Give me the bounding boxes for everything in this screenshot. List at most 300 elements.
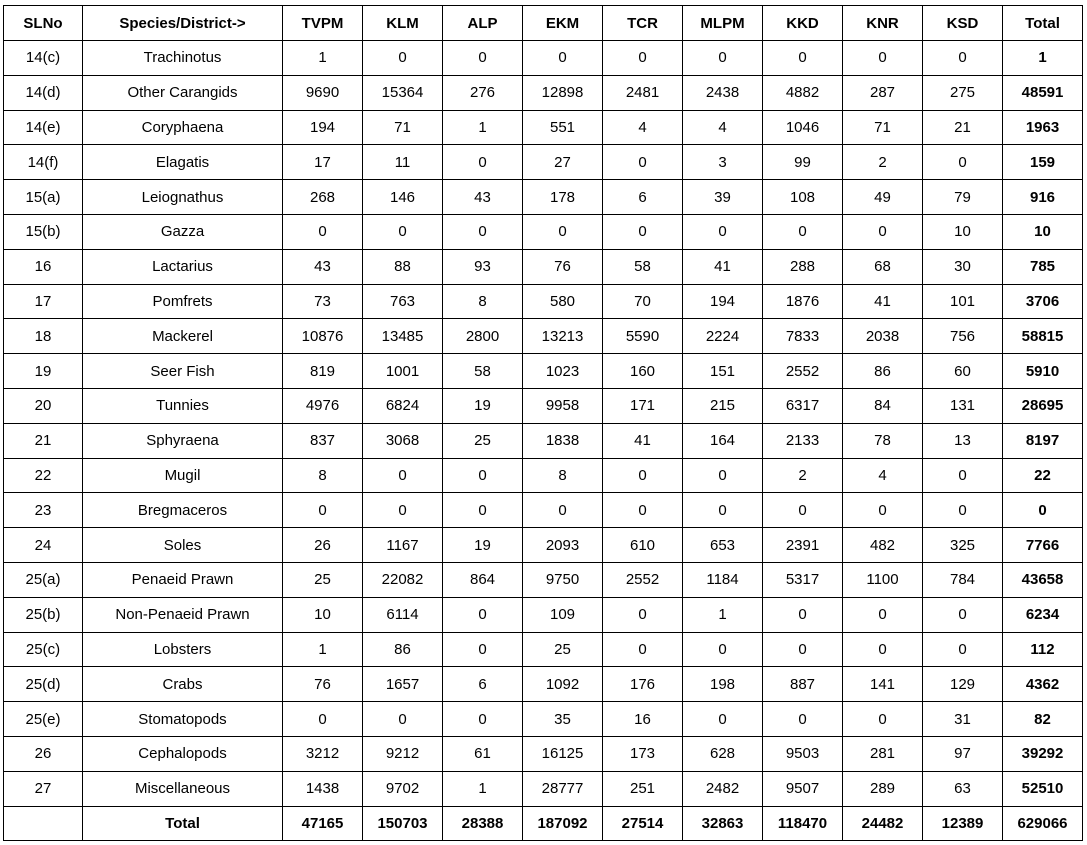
cell-ekm: 9750 (523, 562, 603, 597)
cell-species: Pomfrets (83, 284, 283, 319)
header-cell-knr: KNR (843, 6, 923, 41)
cell-klm: 88 (363, 249, 443, 284)
cell-alp: 0 (443, 702, 523, 737)
cell-tcr: 171 (603, 388, 683, 423)
cell-species: Mackerel (83, 319, 283, 354)
cell-tvpm: 9690 (283, 75, 363, 110)
cell-klm: 763 (363, 284, 443, 319)
header-cell-alp: ALP (443, 6, 523, 41)
cell-klm: 0 (363, 702, 443, 737)
cell-slno: 24 (4, 528, 83, 563)
cell-tvpm: 1 (283, 41, 363, 76)
cell-ekm: 76 (523, 249, 603, 284)
cell-kkd: 887 (763, 667, 843, 702)
cell-kkd: 0 (763, 41, 843, 76)
header-cell-tcr: TCR (603, 6, 683, 41)
cell-total: 5910 (1003, 354, 1083, 389)
cell-kkd: 0 (763, 214, 843, 249)
cell-mlpm: 41 (683, 249, 763, 284)
cell-tvpm: 0 (283, 214, 363, 249)
cell-alp: 43 (443, 180, 523, 215)
cell-ekm: 1023 (523, 354, 603, 389)
cell-tvpm: 1 (283, 632, 363, 667)
cell-slno: 23 (4, 493, 83, 528)
cell-ksd: 784 (923, 562, 1003, 597)
cell-mlpm: 0 (683, 458, 763, 493)
cell-kkd: 0 (763, 493, 843, 528)
cell-total: 7766 (1003, 528, 1083, 563)
cell-kkd: 2 (763, 458, 843, 493)
cell-alp: 276 (443, 75, 523, 110)
cell-ksd: 0 (923, 632, 1003, 667)
cell-mlpm: 2482 (683, 771, 763, 806)
cell-ksd: 63 (923, 771, 1003, 806)
cell-kkd: 0 (763, 702, 843, 737)
cell-knr: 141 (843, 667, 923, 702)
cell-kkd: 288 (763, 249, 843, 284)
cell-mlpm: 0 (683, 41, 763, 76)
cell-tcr: 160 (603, 354, 683, 389)
table-row (4, 423, 1083, 458)
cell-ekm: 109 (523, 597, 603, 632)
cell-mlpm: 4 (683, 110, 763, 145)
cell-species: Soles (83, 528, 283, 563)
cell-alp: 25 (443, 423, 523, 458)
cell-tvpm: 76 (283, 667, 363, 702)
total-cell-tvpm: 47165 (283, 806, 363, 841)
cell-tvpm: 3212 (283, 736, 363, 771)
cell-tvpm: 837 (283, 423, 363, 458)
cell-alp: 0 (443, 458, 523, 493)
cell-alp: 0 (443, 214, 523, 249)
cell-tcr: 41 (603, 423, 683, 458)
cell-knr: 0 (843, 214, 923, 249)
cell-tcr: 16 (603, 702, 683, 737)
cell-alp: 1 (443, 110, 523, 145)
cell-slno: 25(e) (4, 702, 83, 737)
header-cell-klm: KLM (363, 6, 443, 41)
cell-tcr: 70 (603, 284, 683, 319)
cell-alp: 8 (443, 284, 523, 319)
table-row (4, 41, 1083, 76)
cell-total: 82 (1003, 702, 1083, 737)
cell-total: 6234 (1003, 597, 1083, 632)
cell-tvpm: 0 (283, 702, 363, 737)
cell-total: 3706 (1003, 284, 1083, 319)
table-row (4, 458, 1083, 493)
cell-species: Bregmaceros (83, 493, 283, 528)
cell-ekm: 16125 (523, 736, 603, 771)
cell-klm: 6824 (363, 388, 443, 423)
cell-klm: 11 (363, 145, 443, 180)
cell-klm: 0 (363, 493, 443, 528)
total-cell-tcr: 27514 (603, 806, 683, 841)
cell-tcr: 176 (603, 667, 683, 702)
cell-tvpm: 25 (283, 562, 363, 597)
cell-kkd: 108 (763, 180, 843, 215)
cell-knr: 1100 (843, 562, 923, 597)
cell-ksd: 0 (923, 493, 1003, 528)
total-cell-slno (4, 806, 83, 841)
cell-total: 58815 (1003, 319, 1083, 354)
table-row (4, 110, 1083, 145)
cell-knr: 0 (843, 702, 923, 737)
cell-mlpm: 0 (683, 493, 763, 528)
cell-species: Gazza (83, 214, 283, 249)
table-row (4, 702, 1083, 737)
header-cell-ekm: EKM (523, 6, 603, 41)
total-cell-species: Total (83, 806, 283, 841)
cell-ksd: 131 (923, 388, 1003, 423)
table-row (4, 319, 1083, 354)
cell-species: Non-Penaeid Prawn (83, 597, 283, 632)
cell-ekm: 1092 (523, 667, 603, 702)
cell-klm: 13485 (363, 319, 443, 354)
cell-knr: 2 (843, 145, 923, 180)
cell-kkd: 2552 (763, 354, 843, 389)
cell-ksd: 0 (923, 597, 1003, 632)
cell-kkd: 2391 (763, 528, 843, 563)
cell-total: 112 (1003, 632, 1083, 667)
cell-ekm: 28777 (523, 771, 603, 806)
cell-klm: 3068 (363, 423, 443, 458)
cell-species: Penaeid Prawn (83, 562, 283, 597)
cell-knr: 0 (843, 493, 923, 528)
cell-ksd: 10 (923, 214, 1003, 249)
cell-mlpm: 39 (683, 180, 763, 215)
cell-klm: 0 (363, 41, 443, 76)
cell-ekm: 27 (523, 145, 603, 180)
cell-slno: 21 (4, 423, 83, 458)
cell-tcr: 5590 (603, 319, 683, 354)
cell-tcr: 2481 (603, 75, 683, 110)
cell-species: Cephalopods (83, 736, 283, 771)
cell-slno: 19 (4, 354, 83, 389)
cell-alp: 93 (443, 249, 523, 284)
cell-klm: 22082 (363, 562, 443, 597)
cell-total: 785 (1003, 249, 1083, 284)
cell-tvpm: 268 (283, 180, 363, 215)
cell-total: 1963 (1003, 110, 1083, 145)
cell-knr: 68 (843, 249, 923, 284)
cell-mlpm: 2224 (683, 319, 763, 354)
total-cell-ksd: 12389 (923, 806, 1003, 841)
cell-mlpm: 0 (683, 214, 763, 249)
cell-alp: 19 (443, 528, 523, 563)
table-row (4, 493, 1083, 528)
cell-mlpm: 653 (683, 528, 763, 563)
cell-total: 8197 (1003, 423, 1083, 458)
cell-slno: 14(f) (4, 145, 83, 180)
cell-klm: 1001 (363, 354, 443, 389)
cell-tcr: 58 (603, 249, 683, 284)
cell-knr: 0 (843, 632, 923, 667)
header-cell-kkd: KKD (763, 6, 843, 41)
cell-tcr: 610 (603, 528, 683, 563)
cell-mlpm: 0 (683, 632, 763, 667)
cell-ekm: 8 (523, 458, 603, 493)
cell-species: Lobsters (83, 632, 283, 667)
cell-knr: 4 (843, 458, 923, 493)
cell-total: 48591 (1003, 75, 1083, 110)
cell-klm: 6114 (363, 597, 443, 632)
cell-ksd: 325 (923, 528, 1003, 563)
cell-ekm: 551 (523, 110, 603, 145)
cell-alp: 0 (443, 632, 523, 667)
cell-ekm: 0 (523, 214, 603, 249)
cell-slno: 25(b) (4, 597, 83, 632)
cell-klm: 0 (363, 458, 443, 493)
cell-knr: 71 (843, 110, 923, 145)
cell-species: Sphyraena (83, 423, 283, 458)
cell-slno: 14(c) (4, 41, 83, 76)
cell-ksd: 129 (923, 667, 1003, 702)
cell-tvpm: 194 (283, 110, 363, 145)
cell-ekm: 1838 (523, 423, 603, 458)
cell-species: Seer Fish (83, 354, 283, 389)
cell-ksd: 97 (923, 736, 1003, 771)
cell-species: Elagatis (83, 145, 283, 180)
cell-species: Tunnies (83, 388, 283, 423)
cell-total: 1 (1003, 41, 1083, 76)
header-cell-slno: SLNo (4, 6, 83, 41)
cell-klm: 86 (363, 632, 443, 667)
cell-total: 22 (1003, 458, 1083, 493)
cell-tcr: 0 (603, 458, 683, 493)
cell-ekm: 9958 (523, 388, 603, 423)
cell-tvpm: 0 (283, 493, 363, 528)
cell-total: 0 (1003, 493, 1083, 528)
cell-kkd: 6317 (763, 388, 843, 423)
table-row (4, 180, 1083, 215)
header-cell-species: Species/District-> (83, 6, 283, 41)
table-row (4, 284, 1083, 319)
catch-table (3, 5, 1083, 841)
cell-total: 10 (1003, 214, 1083, 249)
header-cell-tvpm: TVPM (283, 6, 363, 41)
header-cell-total: Total (1003, 6, 1083, 41)
cell-ksd: 79 (923, 180, 1003, 215)
cell-ksd: 101 (923, 284, 1003, 319)
table-row (4, 597, 1083, 632)
cell-kkd: 7833 (763, 319, 843, 354)
cell-species: Mugil (83, 458, 283, 493)
table-row (4, 75, 1083, 110)
cell-species: Coryphaena (83, 110, 283, 145)
cell-kkd: 0 (763, 632, 843, 667)
cell-knr: 482 (843, 528, 923, 563)
cell-mlpm: 1 (683, 597, 763, 632)
header-cell-mlpm: MLPM (683, 6, 763, 41)
total-cell-klm: 150703 (363, 806, 443, 841)
cell-alp: 1 (443, 771, 523, 806)
cell-ksd: 0 (923, 145, 1003, 180)
cell-ksd: 60 (923, 354, 1003, 389)
cell-tvpm: 819 (283, 354, 363, 389)
cell-slno: 25(a) (4, 562, 83, 597)
cell-tcr: 2552 (603, 562, 683, 597)
cell-alp: 61 (443, 736, 523, 771)
cell-kkd: 9507 (763, 771, 843, 806)
cell-tcr: 0 (603, 145, 683, 180)
cell-tcr: 6 (603, 180, 683, 215)
cell-klm: 0 (363, 214, 443, 249)
cell-tcr: 0 (603, 632, 683, 667)
cell-slno: 18 (4, 319, 83, 354)
cell-tcr: 4 (603, 110, 683, 145)
total-cell-alp: 28388 (443, 806, 523, 841)
cell-mlpm: 3 (683, 145, 763, 180)
table-row (4, 145, 1083, 180)
cell-ekm: 35 (523, 702, 603, 737)
cell-ksd: 30 (923, 249, 1003, 284)
cell-tvpm: 43 (283, 249, 363, 284)
cell-alp: 0 (443, 41, 523, 76)
cell-species: Trachinotus (83, 41, 283, 76)
cell-tvpm: 10876 (283, 319, 363, 354)
cell-knr: 289 (843, 771, 923, 806)
cell-ekm: 25 (523, 632, 603, 667)
cell-klm: 9212 (363, 736, 443, 771)
cell-slno: 22 (4, 458, 83, 493)
cell-ksd: 756 (923, 319, 1003, 354)
cell-klm: 1657 (363, 667, 443, 702)
total-cell-knr: 24482 (843, 806, 923, 841)
cell-tcr: 173 (603, 736, 683, 771)
cell-slno: 25(d) (4, 667, 83, 702)
cell-alp: 864 (443, 562, 523, 597)
table-row (4, 388, 1083, 423)
cell-tvpm: 17 (283, 145, 363, 180)
header-cell-ksd: KSD (923, 6, 1003, 41)
cell-tcr: 251 (603, 771, 683, 806)
table-row (4, 354, 1083, 389)
cell-knr: 281 (843, 736, 923, 771)
table-row (4, 632, 1083, 667)
cell-slno: 16 (4, 249, 83, 284)
cell-ksd: 275 (923, 75, 1003, 110)
table-row (4, 736, 1083, 771)
cell-slno: 17 (4, 284, 83, 319)
cell-alp: 0 (443, 145, 523, 180)
cell-alp: 0 (443, 597, 523, 632)
cell-alp: 2800 (443, 319, 523, 354)
cell-total: 4362 (1003, 667, 1083, 702)
cell-slno: 15(a) (4, 180, 83, 215)
cell-slno: 14(e) (4, 110, 83, 145)
cell-kkd: 4882 (763, 75, 843, 110)
cell-mlpm: 1184 (683, 562, 763, 597)
total-cell-total: 629066 (1003, 806, 1083, 841)
cell-ekm: 580 (523, 284, 603, 319)
cell-alp: 19 (443, 388, 523, 423)
cell-total: 52510 (1003, 771, 1083, 806)
cell-ksd: 0 (923, 458, 1003, 493)
cell-mlpm: 2438 (683, 75, 763, 110)
cell-tcr: 0 (603, 41, 683, 76)
cell-ksd: 31 (923, 702, 1003, 737)
cell-tvpm: 8 (283, 458, 363, 493)
cell-ekm: 2093 (523, 528, 603, 563)
cell-slno: 15(b) (4, 214, 83, 249)
catch-table-container (3, 5, 1083, 841)
table-row (4, 249, 1083, 284)
cell-ekm: 0 (523, 41, 603, 76)
cell-mlpm: 0 (683, 702, 763, 737)
table-body (4, 41, 1083, 841)
cell-tcr: 0 (603, 214, 683, 249)
cell-slno: 25(c) (4, 632, 83, 667)
cell-species: Lactarius (83, 249, 283, 284)
cell-kkd: 1876 (763, 284, 843, 319)
cell-total: 28695 (1003, 388, 1083, 423)
cell-kkd: 9503 (763, 736, 843, 771)
cell-mlpm: 194 (683, 284, 763, 319)
table-row (4, 214, 1083, 249)
cell-kkd: 1046 (763, 110, 843, 145)
cell-knr: 41 (843, 284, 923, 319)
cell-mlpm: 628 (683, 736, 763, 771)
cell-species: Crabs (83, 667, 283, 702)
table-row (4, 528, 1083, 563)
table-row (4, 667, 1083, 702)
cell-total: 43658 (1003, 562, 1083, 597)
cell-klm: 71 (363, 110, 443, 145)
cell-tvpm: 73 (283, 284, 363, 319)
cell-slno: 27 (4, 771, 83, 806)
cell-knr: 287 (843, 75, 923, 110)
cell-mlpm: 164 (683, 423, 763, 458)
cell-klm: 9702 (363, 771, 443, 806)
cell-species: Stomatopods (83, 702, 283, 737)
table-row (4, 771, 1083, 806)
cell-knr: 0 (843, 597, 923, 632)
cell-tcr: 0 (603, 493, 683, 528)
cell-ksd: 13 (923, 423, 1003, 458)
cell-ekm: 12898 (523, 75, 603, 110)
cell-ksd: 0 (923, 41, 1003, 76)
cell-tcr: 0 (603, 597, 683, 632)
cell-knr: 49 (843, 180, 923, 215)
cell-kkd: 99 (763, 145, 843, 180)
cell-total: 39292 (1003, 736, 1083, 771)
cell-kkd: 5317 (763, 562, 843, 597)
cell-tvpm: 10 (283, 597, 363, 632)
total-cell-kkd: 118470 (763, 806, 843, 841)
cell-knr: 84 (843, 388, 923, 423)
cell-klm: 15364 (363, 75, 443, 110)
cell-slno: 26 (4, 736, 83, 771)
total-cell-mlpm: 32863 (683, 806, 763, 841)
cell-tvpm: 4976 (283, 388, 363, 423)
cell-tvpm: 1438 (283, 771, 363, 806)
cell-ksd: 21 (923, 110, 1003, 145)
cell-alp: 58 (443, 354, 523, 389)
cell-slno: 20 (4, 388, 83, 423)
cell-mlpm: 151 (683, 354, 763, 389)
total-row (4, 806, 1083, 841)
cell-klm: 146 (363, 180, 443, 215)
cell-total: 159 (1003, 145, 1083, 180)
cell-alp: 6 (443, 667, 523, 702)
cell-ekm: 178 (523, 180, 603, 215)
cell-tvpm: 26 (283, 528, 363, 563)
cell-kkd: 0 (763, 597, 843, 632)
cell-mlpm: 215 (683, 388, 763, 423)
cell-mlpm: 198 (683, 667, 763, 702)
cell-ekm: 0 (523, 493, 603, 528)
cell-kkd: 2133 (763, 423, 843, 458)
